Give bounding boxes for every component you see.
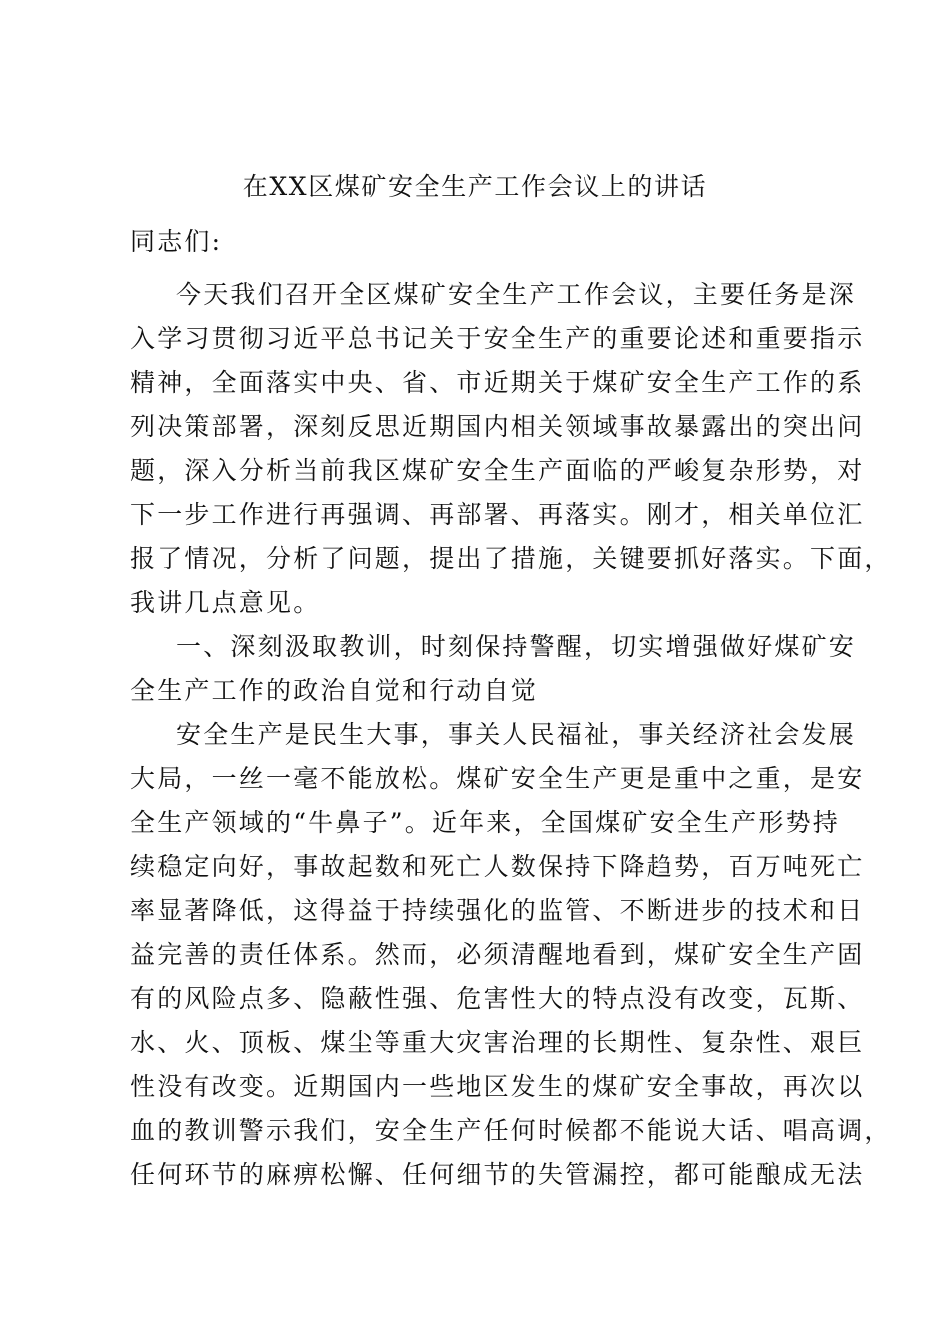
paragraph-line: 全生产领域的“牛鼻子”。近年来，全国煤矿安全生产形势持 bbox=[130, 808, 840, 837]
paragraph-line: 任何环节的麻痹松懈、任何细节的失管漏控，都可能酿成无法 bbox=[130, 1160, 865, 1189]
paragraph-line: 我讲几点意见。 bbox=[130, 588, 321, 617]
paragraph-line: 列决策部署，深刻反思近期国内相关领域事故暴露出的突出问 bbox=[130, 412, 865, 441]
paragraph-line: 水、火、顶板、煤尘等重大灾害治理的长期性、复杂性、艰巨 bbox=[130, 1028, 865, 1057]
paragraph-line: 入学习贯彻习近平总书记关于安全生产的重要论述和重要指示 bbox=[130, 324, 865, 353]
paragraph-line: 今天我们召开全区煤矿安全生产工作会议，主要任务是深 bbox=[176, 280, 857, 309]
paragraph-line: 大局，一丝一毫不能放松。煤矿安全生产更是重中之重，是安 bbox=[130, 764, 865, 793]
paragraph-line: 有的风险点多、隐蔽性强、危害性大的特点没有改变，瓦斯、 bbox=[130, 984, 865, 1013]
paragraph-line: 益完善的责任体系。然而，必须清醒地看到，煤矿安全生产固 bbox=[130, 940, 865, 969]
paragraph-line: 题，深入分析当前我区煤矿安全生产面临的严峻复杂形势，对 bbox=[130, 456, 865, 485]
paragraph-line: 下一步工作进行再强调、再部署、再落实。刚才，相关单位汇 bbox=[130, 500, 865, 529]
document-title: 在XX区煤矿安全生产工作会议上的讲话 bbox=[242, 172, 708, 201]
section-heading-line: 全生产工作的政治自觉和行动自觉 bbox=[130, 676, 539, 705]
paragraph-line: 率显著降低，这得益于持续强化的监管、不断进步的技术和日 bbox=[130, 896, 865, 925]
paragraph-line: 报了情况，分析了问题，提出了措施，关键要抓好落实。下面， bbox=[130, 544, 892, 573]
paragraph-line: 安全生产是民生大事，事关人民福祉，事关经济社会发展 bbox=[176, 720, 857, 749]
paragraph-line: 性没有改变。近期国内一些地区发生的煤矿安全事故，再次以 bbox=[130, 1072, 865, 1101]
paragraph-line: 精神，全面落实中央、省、市近期关于煤矿安全生产工作的系 bbox=[130, 368, 865, 397]
section-heading-line: 一、深刻汲取教训，时刻保持警醒，切实增强做好煤矿安 bbox=[176, 632, 857, 661]
paragraph-line: 续稳定向好，事故起数和死亡人数保持下降趋势，百万吨死亡 bbox=[130, 852, 865, 881]
paragraph-line: 血的教训警示我们，安全生产任何时候都不能说大话、唱高调， bbox=[130, 1116, 892, 1145]
salutation: 同志们: bbox=[130, 227, 223, 256]
